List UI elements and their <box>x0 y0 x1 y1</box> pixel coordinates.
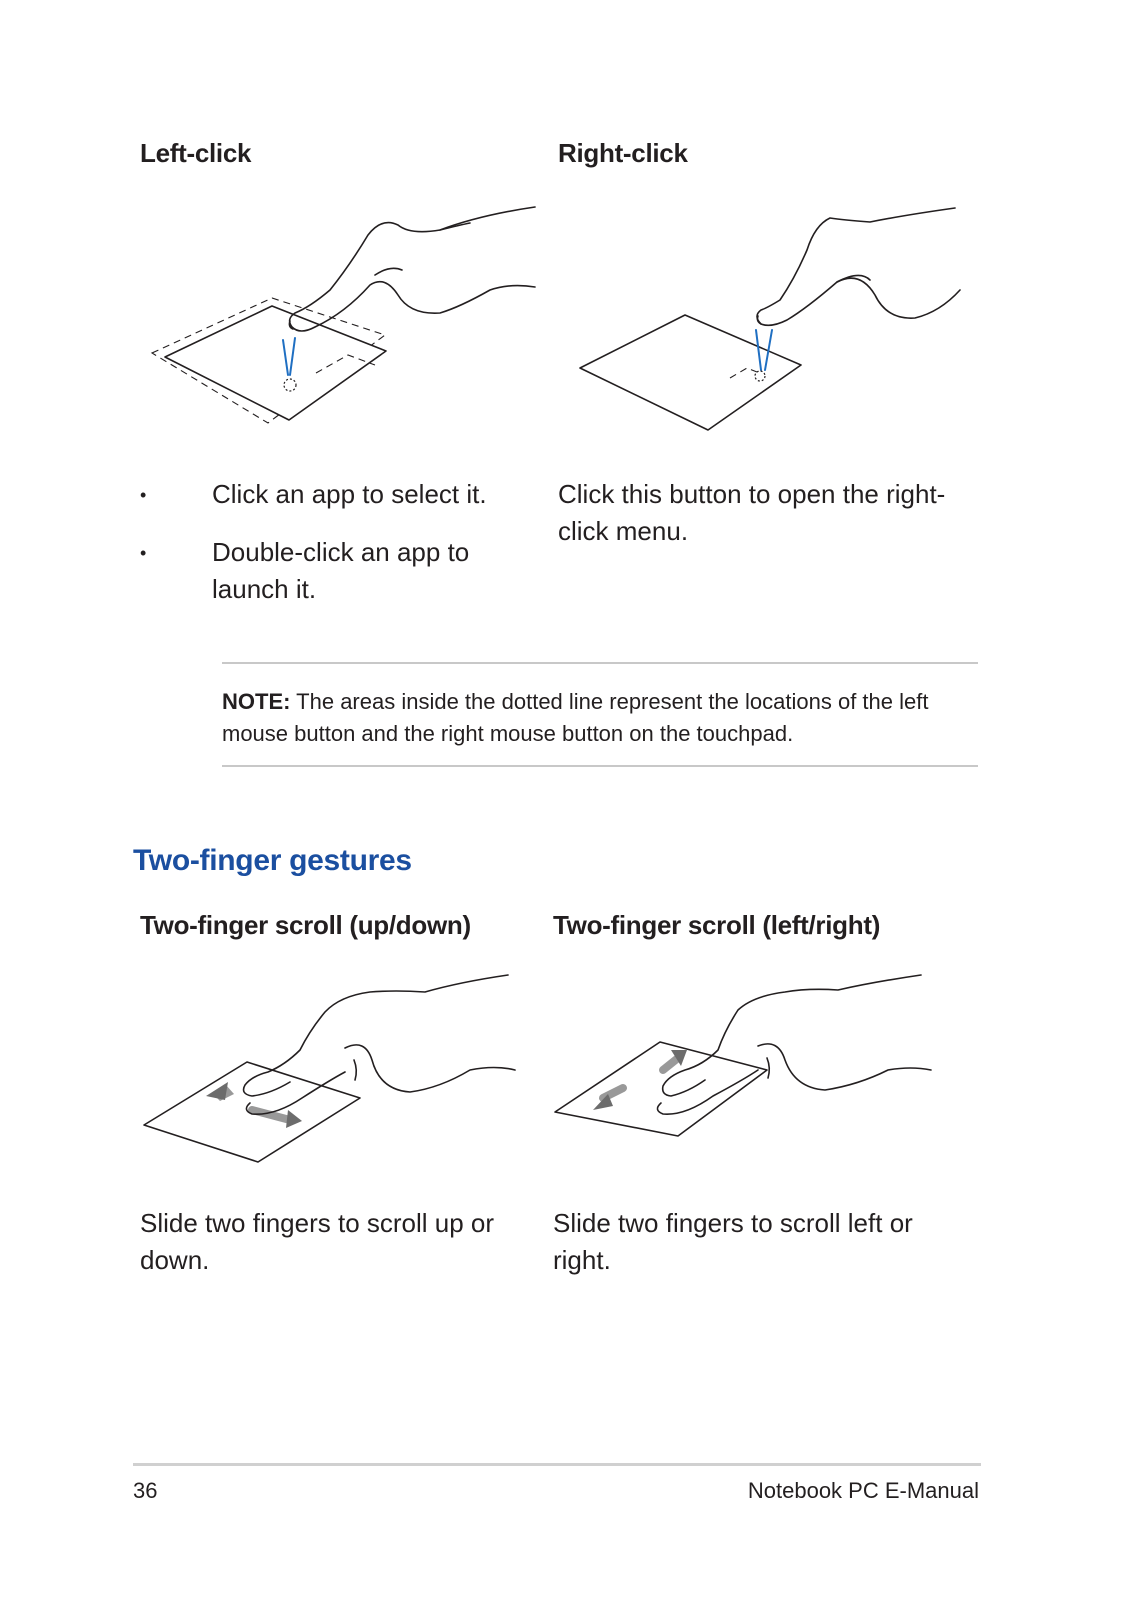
bullet-text: Double-click an app to launch it. <box>212 537 470 604</box>
scroll-updown-description: Slide two fingers to scroll up or down. <box>140 1208 495 1275</box>
page-number: 36 <box>133 1478 158 1503</box>
note-text: The areas inside the dotted line represent the locations of the left mouse button and the right mouse button on the touchpad. <box>222 689 929 746</box>
bullet-marker: • <box>140 485 147 505</box>
bullet-text: Click an app to select it. <box>212 479 487 509</box>
scroll-leftright-illustration <box>553 970 953 1170</box>
footer-divider <box>133 1463 981 1466</box>
note-bottom-divider <box>222 765 978 767</box>
note-top-divider <box>222 662 978 664</box>
manual-title: Notebook PC E-Manual <box>747 1478 979 1503</box>
bullet-marker: • <box>140 543 147 563</box>
right-click-heading: Right-click <box>558 138 688 168</box>
scroll-updown-heading: Two-finger scroll (up/down) <box>140 910 471 940</box>
section-title: Two-finger gestures <box>133 844 412 877</box>
left-click-illustration <box>140 195 550 435</box>
scroll-updown-illustration <box>140 970 540 1170</box>
right-click-illustration <box>575 200 975 440</box>
note-label: NOTE: <box>222 689 291 714</box>
note <box>222 686 978 750</box>
scroll-leftright-heading: Two-finger scroll (left/right) <box>553 910 881 940</box>
left-click-heading: Left-click <box>140 138 252 168</box>
right-click-description: Click this button to open the right-click menu. <box>558 479 946 546</box>
scroll-leftright-description: Slide two fingers to scroll left or right. <box>553 1208 913 1275</box>
